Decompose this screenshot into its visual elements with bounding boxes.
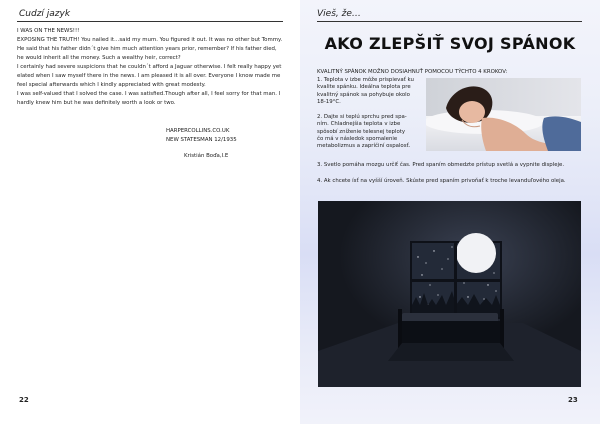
author-name: Kristián Boďa,I.E	[184, 153, 229, 159]
tip-4: 4. Ak chcete ísť na vyšší úroveň. Skúste pred spaním privoňať k troche levanduľového oleja.	[317, 178, 566, 184]
tip-3: 3. Svetlo pomáha mozgu určiť čas. Pred spaním obmedzte prístup svetlá a vypnite displeje.	[317, 162, 565, 168]
source-line-1: HARPERCOLLINS.CO.UK	[166, 128, 230, 134]
intro-text: KVALITNÝ SPÁNOK MOŽNO DOSIAHNUŤ POMOCOU TÝCHTO 4 KROKOV:	[317, 69, 508, 75]
page-title: AKO ZLEPŠIŤ SVOJ SPÁNOK	[324, 34, 576, 53]
tip-1: 1. Teplota v izbe môže prispievať ku kvalite spánku. Ideálna teplota pre kvalitný spánok sa pohybuje okolo 18-19°C.	[317, 77, 414, 105]
page-number: 23	[568, 396, 578, 404]
sleeping-woman-photo	[426, 78, 581, 151]
page-number: 22	[19, 396, 29, 404]
source-block	[166, 127, 237, 145]
section-header: Vieš, že…	[317, 9, 361, 19]
section-header: Cudzí jazyk	[19, 9, 71, 19]
header-rule	[317, 21, 582, 22]
source-line-2: NEW STATESMAN 12/1935	[166, 137, 237, 143]
tip-2: 2. Dajte si teplú sprchu pred spa- ním. Chladnejšia teplota v izbe spôsobí zníženie telesnej teploty čo má v následok spomalenie metabolizmus a zapríčiní ospalosť.	[317, 114, 411, 150]
article-body: I WAS ON THE NEWS!!! EXPOSING THE TRUTH! You nailed it…said my mum. You figured it out. It was no other but Tommy. He said that his father didn´t give him much attention years prior, remember? If his father died, he would inherit all the money. Such a wealthy heir, correct? I certainly had severe suspicions that he couldn´t afford a Jaguar otherwise. I felt really happy yet elated when I saw myself there in the news. I am pleased it is all over. Everyone I know made me feel special afterwards which I kindly appreciated with great modesty. I was self-valued that I solved the case. I was satisfied.Though after all, I feel sorry for that man. I hardly knew him but he was definitely worth a look or two.	[17, 28, 283, 106]
bedroom-night-illustration	[318, 201, 581, 387]
right-page	[300, 0, 600, 424]
header-rule	[17, 21, 283, 22]
